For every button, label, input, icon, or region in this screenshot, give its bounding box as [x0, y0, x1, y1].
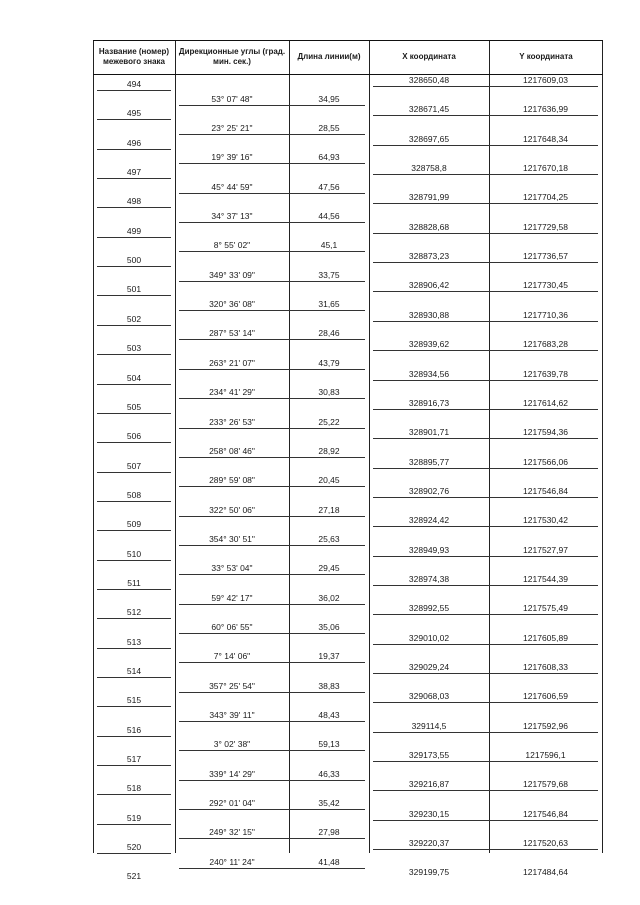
- point-row-divider: [97, 354, 171, 355]
- point-row-divider: [97, 677, 171, 678]
- table-row-point-name: 520: [126, 842, 142, 853]
- point-row-divider: [97, 266, 171, 267]
- segment-row-divider: [179, 809, 365, 810]
- point-row-divider: [373, 145, 598, 146]
- point-row-divider: [373, 321, 598, 322]
- table-row-direction-angle: 339° 14' 29": [209, 768, 255, 779]
- table-row-point-name: 500: [126, 255, 142, 266]
- table-row-line-length: 27,18: [318, 504, 340, 515]
- point-row-divider: [373, 526, 598, 527]
- table-row-point-name: 499: [126, 225, 142, 236]
- table-row-y-coordinate: 1217527,97: [523, 544, 568, 555]
- table-row-direction-angle: 289° 59' 08": [209, 475, 255, 486]
- table-row-line-length: 28,55: [318, 123, 340, 134]
- table-row-direction-angle: 287° 53' 14": [209, 328, 255, 339]
- table-row-x-coordinate: 329220,37: [408, 838, 450, 849]
- table-row-y-coordinate: 1217648,34: [523, 133, 568, 144]
- table-row-y-coordinate: 1217596,1: [525, 750, 566, 761]
- segment-row-divider: [179, 222, 365, 223]
- segment-row-divider: [179, 604, 365, 605]
- point-row-divider: [97, 413, 171, 414]
- point-row-divider: [373, 115, 598, 116]
- segment-row-divider: [179, 574, 365, 575]
- table-row-y-coordinate: 1217683,28: [523, 339, 568, 350]
- table-row-point-name: 507: [126, 460, 142, 471]
- point-row-divider: [373, 761, 598, 762]
- table-row-direction-angle: 320° 36' 08": [209, 299, 255, 310]
- segment-row-divider: [179, 339, 365, 340]
- header-point-name: Название (номер) межевого знака: [98, 47, 170, 66]
- table-row-point-name: 504: [126, 372, 142, 383]
- point-row-divider: [97, 853, 171, 854]
- table-row-line-length: 47,56: [318, 181, 340, 192]
- table-row-x-coordinate: 329114,5: [411, 720, 447, 731]
- segment-row-divider: [179, 251, 365, 252]
- segment-row-divider: [179, 633, 365, 634]
- point-row-divider: [97, 207, 171, 208]
- table-row-direction-angle: 354° 30' 51": [209, 533, 255, 544]
- table-row-point-name: 511: [127, 577, 141, 588]
- point-row-divider: [97, 736, 171, 737]
- segment-row-divider: [179, 868, 365, 869]
- table-row-point-name: 498: [126, 196, 142, 207]
- table-row-direction-angle: 8° 55' 02": [213, 240, 251, 251]
- segment-row-divider: [179, 193, 365, 194]
- table-row-direction-angle: 59° 42' 17": [211, 592, 253, 603]
- point-row-divider: [373, 497, 598, 498]
- table-row-y-coordinate: 1217609,03: [523, 75, 568, 85]
- table-row-direction-angle: 258° 08' 46": [209, 445, 255, 456]
- table-row-direction-angle: 322° 50' 06": [209, 504, 255, 515]
- table-row-y-coordinate: 1217544,39: [523, 573, 568, 584]
- table-row-line-length: 64,93: [318, 152, 340, 163]
- point-row-divider: [373, 203, 598, 204]
- table-row-y-coordinate: 1217575,49: [523, 603, 568, 614]
- point-row-divider: [97, 560, 171, 561]
- table-row-x-coordinate: 328949,93: [408, 544, 450, 555]
- table-row-y-coordinate: 1217484,64: [523, 867, 568, 878]
- segment-row-divider: [179, 516, 365, 517]
- header-line-length: Длина линии(м): [297, 52, 361, 61]
- segment-row-divider: [179, 134, 365, 135]
- header-y-coordinate: Y координата: [519, 52, 573, 61]
- table-row-point-name: 519: [126, 812, 142, 823]
- table-row-line-length: 48,43: [318, 710, 340, 721]
- point-row-divider: [373, 820, 598, 821]
- segment-row-divider: [179, 486, 365, 487]
- point-row-divider: [97, 178, 171, 179]
- table-row-x-coordinate: 328934,56: [408, 368, 450, 379]
- table-row-x-coordinate: 328650,48: [408, 75, 450, 85]
- table-row-line-length: 43,79: [318, 357, 340, 368]
- table-row-point-name: 497: [126, 167, 142, 178]
- table-row-x-coordinate: 328974,38: [408, 573, 450, 584]
- point-row-divider: [97, 501, 171, 502]
- table-row-x-coordinate: 328873,23: [408, 251, 450, 262]
- table-row-line-length: 19,37: [318, 651, 340, 662]
- segment-row-divider: [179, 428, 365, 429]
- point-row-divider: [97, 765, 171, 766]
- table-row-line-length: 20,45: [318, 475, 340, 486]
- point-row-divider: [373, 556, 598, 557]
- table-row-direction-angle: 349° 33' 09": [209, 269, 255, 280]
- segment-row-divider: [179, 105, 365, 106]
- table-row-direction-angle: 292° 01' 04": [209, 798, 255, 809]
- table-row-line-length: 30,83: [318, 387, 340, 398]
- table-row-line-length: 29,45: [318, 563, 340, 574]
- point-row-divider: [97, 237, 171, 238]
- table-column-border: [602, 40, 603, 853]
- table-row-y-coordinate: 1217594,36: [523, 427, 568, 438]
- table-row-line-length: 31,65: [318, 299, 340, 310]
- table-row-y-coordinate: 1217546,84: [523, 485, 568, 496]
- table-row-direction-angle: 343° 39' 11": [209, 710, 255, 721]
- table-row-line-length: 34,95: [318, 93, 340, 104]
- point-row-divider: [373, 673, 598, 674]
- point-row-divider: [373, 380, 598, 381]
- point-row-divider: [97, 648, 171, 649]
- table-row-line-length: 46,33: [318, 768, 340, 779]
- segment-row-divider: [179, 163, 365, 164]
- table-row-line-length: 35,42: [318, 798, 340, 809]
- table-row-x-coordinate: 328901,71: [408, 427, 450, 438]
- table-row-line-length: 27,98: [318, 827, 340, 838]
- table-column-border: [369, 40, 370, 853]
- table-row-point-name: 515: [126, 695, 142, 706]
- point-row-divider: [97, 794, 171, 795]
- table-row-y-coordinate: 1217730,45: [523, 280, 568, 291]
- table-row-x-coordinate: 328758,8: [411, 163, 447, 174]
- point-row-divider: [97, 384, 171, 385]
- table-row-point-name: 494: [126, 79, 142, 89]
- table-row-direction-angle: 357° 25' 54": [209, 680, 255, 691]
- table-row-line-length: 38,83: [318, 680, 340, 691]
- point-row-divider: [373, 585, 598, 586]
- table-row-direction-angle: 34° 37' 13": [211, 211, 253, 222]
- table-row-point-name: 508: [126, 489, 142, 500]
- table-row-point-name: 521: [126, 871, 142, 882]
- point-row-divider: [373, 732, 598, 733]
- table-row-y-coordinate: 1217546,84: [523, 808, 568, 819]
- point-row-divider: [97, 90, 171, 91]
- table-row-point-name: 510: [126, 548, 142, 559]
- point-row-divider: [97, 149, 171, 150]
- table-row-y-coordinate: 1217729,58: [523, 221, 568, 232]
- table-row-line-length: 59,13: [318, 739, 340, 750]
- point-row-divider: [97, 706, 171, 707]
- point-row-divider: [373, 350, 598, 351]
- table-row-line-length: 28,46: [318, 328, 340, 339]
- table-row-direction-angle: 53° 07' 48": [211, 93, 253, 104]
- table-row-y-coordinate: 1217608,33: [523, 662, 568, 672]
- segment-row-divider: [179, 398, 365, 399]
- point-row-divider: [373, 790, 598, 791]
- table-row-x-coordinate: 329230,15: [408, 808, 450, 819]
- segment-row-divider: [179, 545, 365, 546]
- table-row-y-coordinate: 1217579,68: [523, 779, 568, 790]
- table-row-y-coordinate: 1217670,18: [523, 163, 568, 174]
- point-row-divider: [97, 119, 171, 120]
- point-row-divider: [373, 468, 598, 469]
- point-row-divider: [373, 702, 598, 703]
- table-row-line-length: 25,22: [318, 416, 340, 427]
- point-row-divider: [97, 618, 171, 619]
- table-row-line-length: 44,56: [318, 211, 340, 222]
- table-row-direction-angle: 45° 44' 59": [211, 181, 253, 192]
- header-x-coordinate: X координата: [402, 52, 456, 61]
- point-row-divider: [373, 262, 598, 263]
- point-row-divider: [373, 849, 598, 850]
- table-row-point-name: 502: [126, 313, 142, 324]
- table-row-y-coordinate: 1217710,36: [523, 309, 568, 320]
- point-row-divider: [97, 472, 171, 473]
- table-row-point-name: 513: [126, 636, 142, 647]
- table-row-x-coordinate: 329068,03: [408, 691, 450, 702]
- table-row-line-length: 25,63: [318, 533, 340, 544]
- table-row-direction-angle: 263° 21' 07": [209, 357, 255, 368]
- table-row-x-coordinate: 329216,87: [408, 779, 450, 790]
- table-row-point-name: 516: [126, 724, 142, 735]
- table-row-y-coordinate: 1217614,62: [523, 397, 568, 408]
- point-row-divider: [97, 325, 171, 326]
- header-direction-angle: Дирекционные углы (град. мин. сек.): [178, 47, 286, 66]
- table-row-x-coordinate: 328828,68: [408, 221, 450, 232]
- table-row-x-coordinate: 328697,65: [408, 133, 450, 144]
- table-row-line-length: 28,92: [318, 445, 340, 456]
- table-row-point-name: 509: [126, 519, 142, 530]
- table-row-y-coordinate: 1217592,96: [523, 720, 568, 731]
- table-row-y-coordinate: 1217530,42: [523, 515, 568, 526]
- table-row-point-name: 495: [126, 108, 142, 119]
- segment-row-divider: [179, 750, 365, 751]
- point-row-divider: [97, 530, 171, 531]
- segment-row-divider: [179, 281, 365, 282]
- table-row-direction-angle: 23° 25' 21": [211, 123, 253, 134]
- table-row-direction-angle: 3° 02' 38": [213, 739, 251, 750]
- table-row-direction-angle: 60° 06' 55": [211, 621, 253, 632]
- table-row-x-coordinate: 328916,73: [408, 397, 450, 408]
- table-row-direction-angle: 240° 11' 24": [209, 856, 255, 867]
- table-row-point-name: 517: [126, 754, 142, 765]
- table-row-x-coordinate: 329199,75: [408, 867, 450, 878]
- point-row-divider: [373, 409, 598, 410]
- table-row-y-coordinate: 1217520,63: [523, 838, 568, 849]
- point-row-divider: [373, 438, 598, 439]
- table-row-point-name: 512: [126, 607, 142, 618]
- table-row-x-coordinate: 328924,42: [408, 515, 450, 526]
- table-row-line-length: 33,75: [318, 269, 340, 280]
- point-row-divider: [373, 233, 598, 234]
- point-row-divider: [373, 291, 598, 292]
- table-row-line-length: 36,02: [318, 592, 340, 603]
- point-row-divider: [97, 824, 171, 825]
- point-row-divider: [373, 174, 598, 175]
- table-row-point-name: 501: [126, 284, 142, 295]
- table-row-direction-angle: 33° 53' 04": [211, 563, 253, 574]
- segment-row-divider: [179, 838, 365, 839]
- table-row-direction-angle: 7° 14' 06": [213, 651, 251, 662]
- segment-row-divider: [179, 369, 365, 370]
- table-row-y-coordinate: 1217605,89: [523, 632, 568, 643]
- segment-row-divider: [179, 721, 365, 722]
- table-row-x-coordinate: 328939,62: [408, 339, 450, 350]
- table-row-y-coordinate: 1217566,06: [523, 456, 568, 467]
- table-row-y-coordinate: 1217606,59: [523, 691, 568, 702]
- table-row-y-coordinate: 1217736,57: [523, 251, 568, 262]
- table-row-x-coordinate: 329173,55: [408, 750, 450, 761]
- table-row-direction-angle: 233° 26' 53": [209, 416, 255, 427]
- table-row-point-name: 514: [126, 666, 142, 676]
- segment-row-divider: [179, 457, 365, 458]
- table-row-direction-angle: 19° 39' 16": [211, 152, 253, 163]
- table-row-x-coordinate: 328992,55: [408, 603, 450, 614]
- segment-row-divider: [179, 692, 365, 693]
- point-row-divider: [373, 644, 598, 645]
- table-row-point-name: 496: [126, 137, 142, 148]
- segment-row-divider: [179, 310, 365, 311]
- table-row-x-coordinate: 328902,76: [408, 485, 450, 496]
- table-row-point-name: 503: [126, 343, 142, 354]
- table-row-point-name: 506: [126, 431, 142, 442]
- table-row-direction-angle: 249° 32' 15": [209, 827, 255, 838]
- table-row-line-length: 45,1: [320, 240, 338, 251]
- table-row-line-length: 41,48: [318, 856, 340, 867]
- point-row-divider: [373, 614, 598, 615]
- table-row-x-coordinate: 328671,45: [408, 104, 450, 115]
- table-row-x-coordinate: 328895,77: [408, 456, 450, 467]
- table-row-x-coordinate: 328791,99: [408, 192, 450, 203]
- point-row-divider: [97, 589, 171, 590]
- segment-row-divider: [179, 780, 365, 781]
- point-row-divider: [373, 86, 598, 87]
- table-row-direction-angle: 234° 41' 29": [209, 387, 255, 398]
- table-row-point-name: 505: [126, 401, 142, 412]
- table-row-x-coordinate: 328906,42: [408, 280, 450, 291]
- table-row-x-coordinate: 329029,24: [408, 662, 450, 672]
- table-row-x-coordinate: 328930,88: [408, 309, 450, 320]
- point-row-divider: [97, 295, 171, 296]
- table-row-y-coordinate: 1217704,25: [523, 192, 568, 203]
- table-row-point-name: 518: [126, 783, 142, 794]
- table-row-y-coordinate: 1217636,99: [523, 104, 568, 115]
- table-row-x-coordinate: 329010,02: [408, 632, 450, 643]
- table-row-y-coordinate: 1217639,78: [523, 368, 568, 379]
- point-row-divider: [97, 442, 171, 443]
- table-top-border: [93, 40, 603, 41]
- table-row-line-length: 35,06: [318, 621, 340, 632]
- segment-row-divider: [179, 662, 365, 663]
